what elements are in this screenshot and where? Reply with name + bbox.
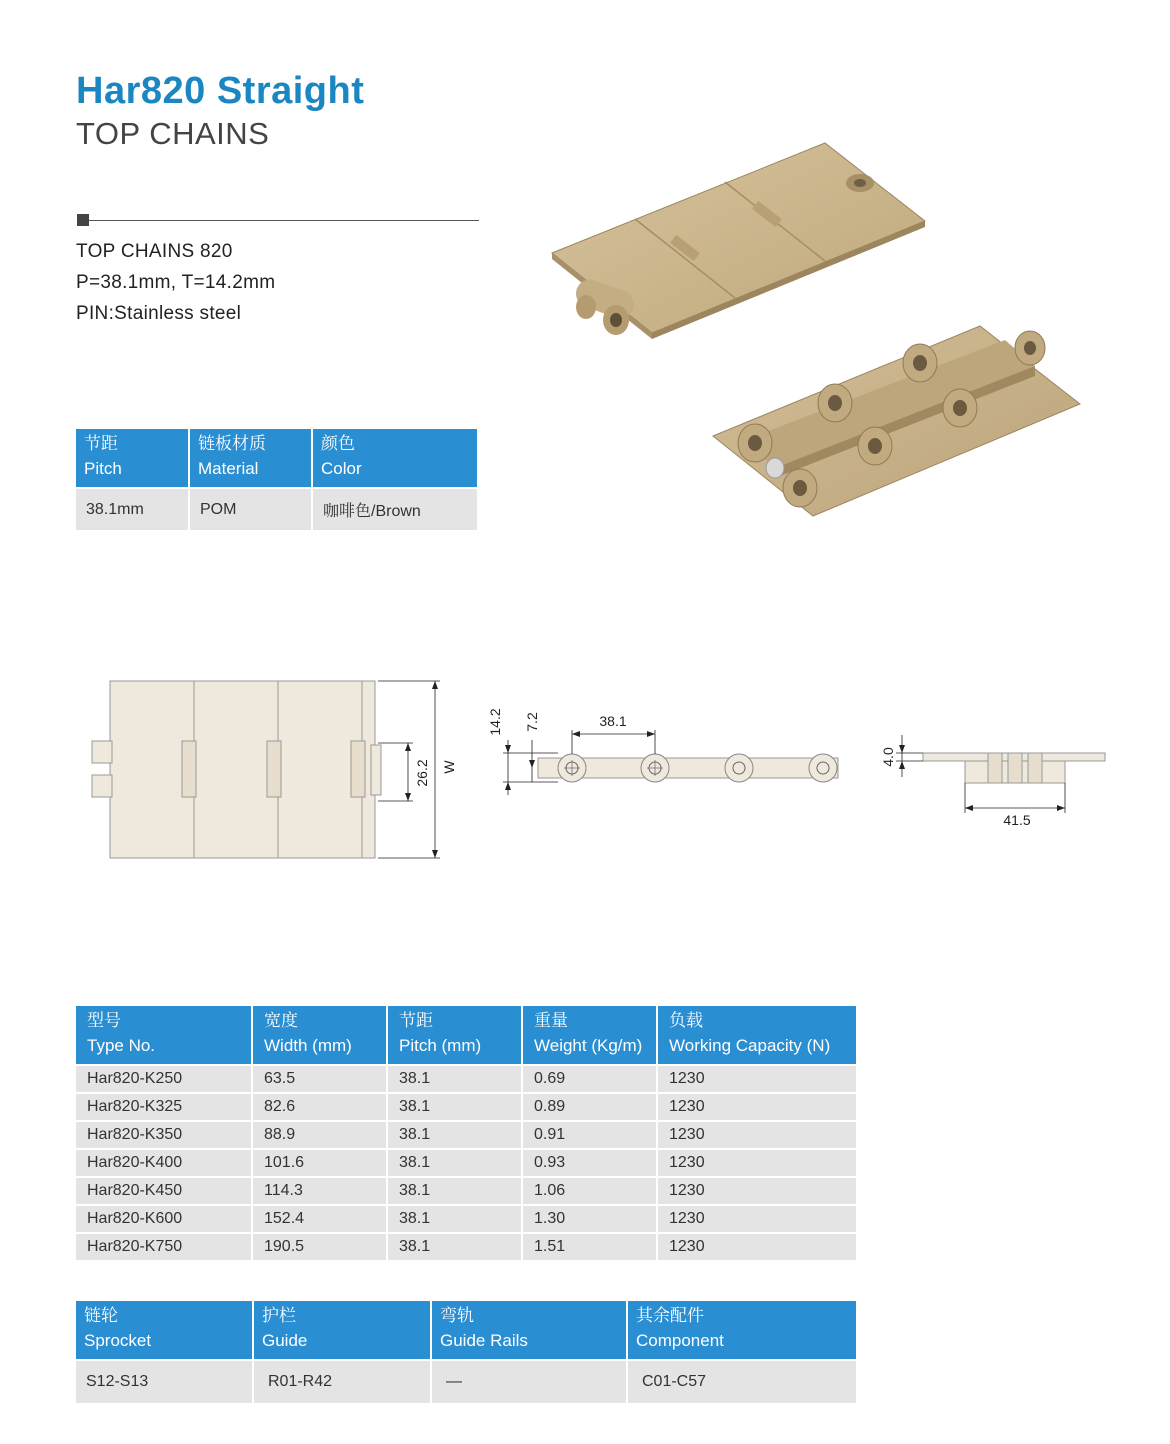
cell-type: Har820-K750 <box>76 1232 253 1260</box>
dim-26-2: 26.2 <box>414 759 430 787</box>
table-row <box>76 1148 856 1176</box>
dim-38-1: 38.1 <box>599 713 627 729</box>
cell-capacity: 1230 <box>658 1176 856 1204</box>
cell-pitch: 38.1 <box>388 1148 523 1176</box>
cell-capacity: 1230 <box>658 1064 856 1092</box>
table-row <box>76 1092 856 1120</box>
header-sprocket: 链轮 Sprocket <box>76 1301 254 1359</box>
cell-type: Har820-K250 <box>76 1064 253 1092</box>
cell-pitch: 38.1 <box>388 1120 523 1148</box>
cell-weight: 1.06 <box>523 1176 658 1204</box>
dim-14-2: 14.2 <box>487 708 503 736</box>
cell-pitch: 38.1 <box>388 1092 523 1120</box>
cell-guide: R01-R42 <box>254 1359 432 1403</box>
cell-type: Har820-K400 <box>76 1148 253 1176</box>
cell-type: Har820-K350 <box>76 1120 253 1148</box>
cell-pitch: 38.1 <box>388 1064 523 1092</box>
header-weight: 重量 Weight (Kg/m) <box>523 1006 658 1064</box>
cell-material: POM <box>190 487 313 530</box>
dim-7-2: 7.2 <box>524 712 540 732</box>
table-row <box>76 487 477 530</box>
cell-guide-rails: — <box>432 1359 628 1403</box>
cell-capacity: 1230 <box>658 1120 856 1148</box>
cell-width: 88.9 <box>253 1120 388 1148</box>
cell-capacity: 1230 <box>658 1092 856 1120</box>
table-row <box>76 1120 856 1148</box>
cell-weight: 0.93 <box>523 1148 658 1176</box>
cell-capacity: 1230 <box>658 1204 856 1232</box>
cell-weight: 1.51 <box>523 1232 658 1260</box>
header-type-no: 型号 Type No. <box>76 1006 253 1064</box>
dim-4-0: 4.0 <box>880 747 896 767</box>
table-row <box>76 1359 856 1403</box>
header-pitch-mm: 节距 Pitch (mm) <box>388 1006 523 1064</box>
drawing-top-view <box>88 675 468 865</box>
cell-component: C01-C57 <box>628 1359 856 1403</box>
parts-table <box>76 1301 856 1403</box>
table-row <box>76 1232 856 1260</box>
cell-width: 190.5 <box>253 1232 388 1260</box>
cell-width: 63.5 <box>253 1064 388 1092</box>
header-guide-rails: 弯轨 Guide Rails <box>432 1301 628 1359</box>
table-row <box>76 1064 856 1092</box>
type-table <box>76 1006 856 1260</box>
header-material: 链板材质 Material <box>190 429 313 487</box>
section-divider <box>89 220 479 221</box>
cell-type: Har820-K450 <box>76 1176 253 1204</box>
cell-pitch: 38.1mm <box>76 487 190 530</box>
cell-weight: 0.69 <box>523 1064 658 1092</box>
spec-list <box>76 236 275 329</box>
cell-width: 152.4 <box>253 1204 388 1232</box>
cell-width: 82.6 <box>253 1092 388 1120</box>
cell-width: 101.6 <box>253 1148 388 1176</box>
header-capacity: 负载 Working Capacity (N) <box>658 1006 856 1064</box>
cell-pitch: 38.1 <box>388 1204 523 1232</box>
spec-chain-name: TOP CHAINS 820 <box>76 241 233 262</box>
header-width: 宽度 Width (mm) <box>253 1006 388 1064</box>
cell-type: Har820-K325 <box>76 1092 253 1120</box>
header-pitch: 节距 Pitch <box>76 429 190 487</box>
page-subtitle: TOP CHAINS <box>76 116 270 151</box>
chain-bottom-render <box>705 318 1085 528</box>
section-marker <box>77 214 89 226</box>
table-row <box>76 1204 856 1232</box>
cell-weight: 0.89 <box>523 1092 658 1120</box>
drawing-end-view <box>878 725 1118 835</box>
dim-41-5: 41.5 <box>1003 812 1031 828</box>
page-title: Har820 Straight <box>76 70 365 112</box>
spec-pitch-thickness: P=38.1mm, T=14.2mm <box>76 272 276 293</box>
cell-sprocket: S12-S13 <box>76 1359 254 1403</box>
table-row <box>76 1176 856 1204</box>
header-component: 其余配件 Component <box>628 1301 856 1359</box>
dim-w: W <box>441 760 457 774</box>
spec-pin-material: PIN:Stainless steel <box>76 303 242 324</box>
cell-type: Har820-K600 <box>76 1204 253 1232</box>
info-table <box>76 429 477 530</box>
cell-width: 114.3 <box>253 1176 388 1204</box>
cell-weight: 1.30 <box>523 1204 658 1232</box>
chain-top-render <box>540 135 940 345</box>
cell-weight: 0.91 <box>523 1120 658 1148</box>
drawing-side-view <box>488 700 848 800</box>
cell-pitch: 38.1 <box>388 1176 523 1204</box>
header-color: 颜色 Color <box>313 429 477 487</box>
cell-capacity: 1230 <box>658 1232 856 1260</box>
header-guide: 护栏 Guide <box>254 1301 432 1359</box>
cell-pitch: 38.1 <box>388 1232 523 1260</box>
cell-capacity: 1230 <box>658 1148 856 1176</box>
cell-color: 咖啡色/Brown <box>313 487 477 530</box>
